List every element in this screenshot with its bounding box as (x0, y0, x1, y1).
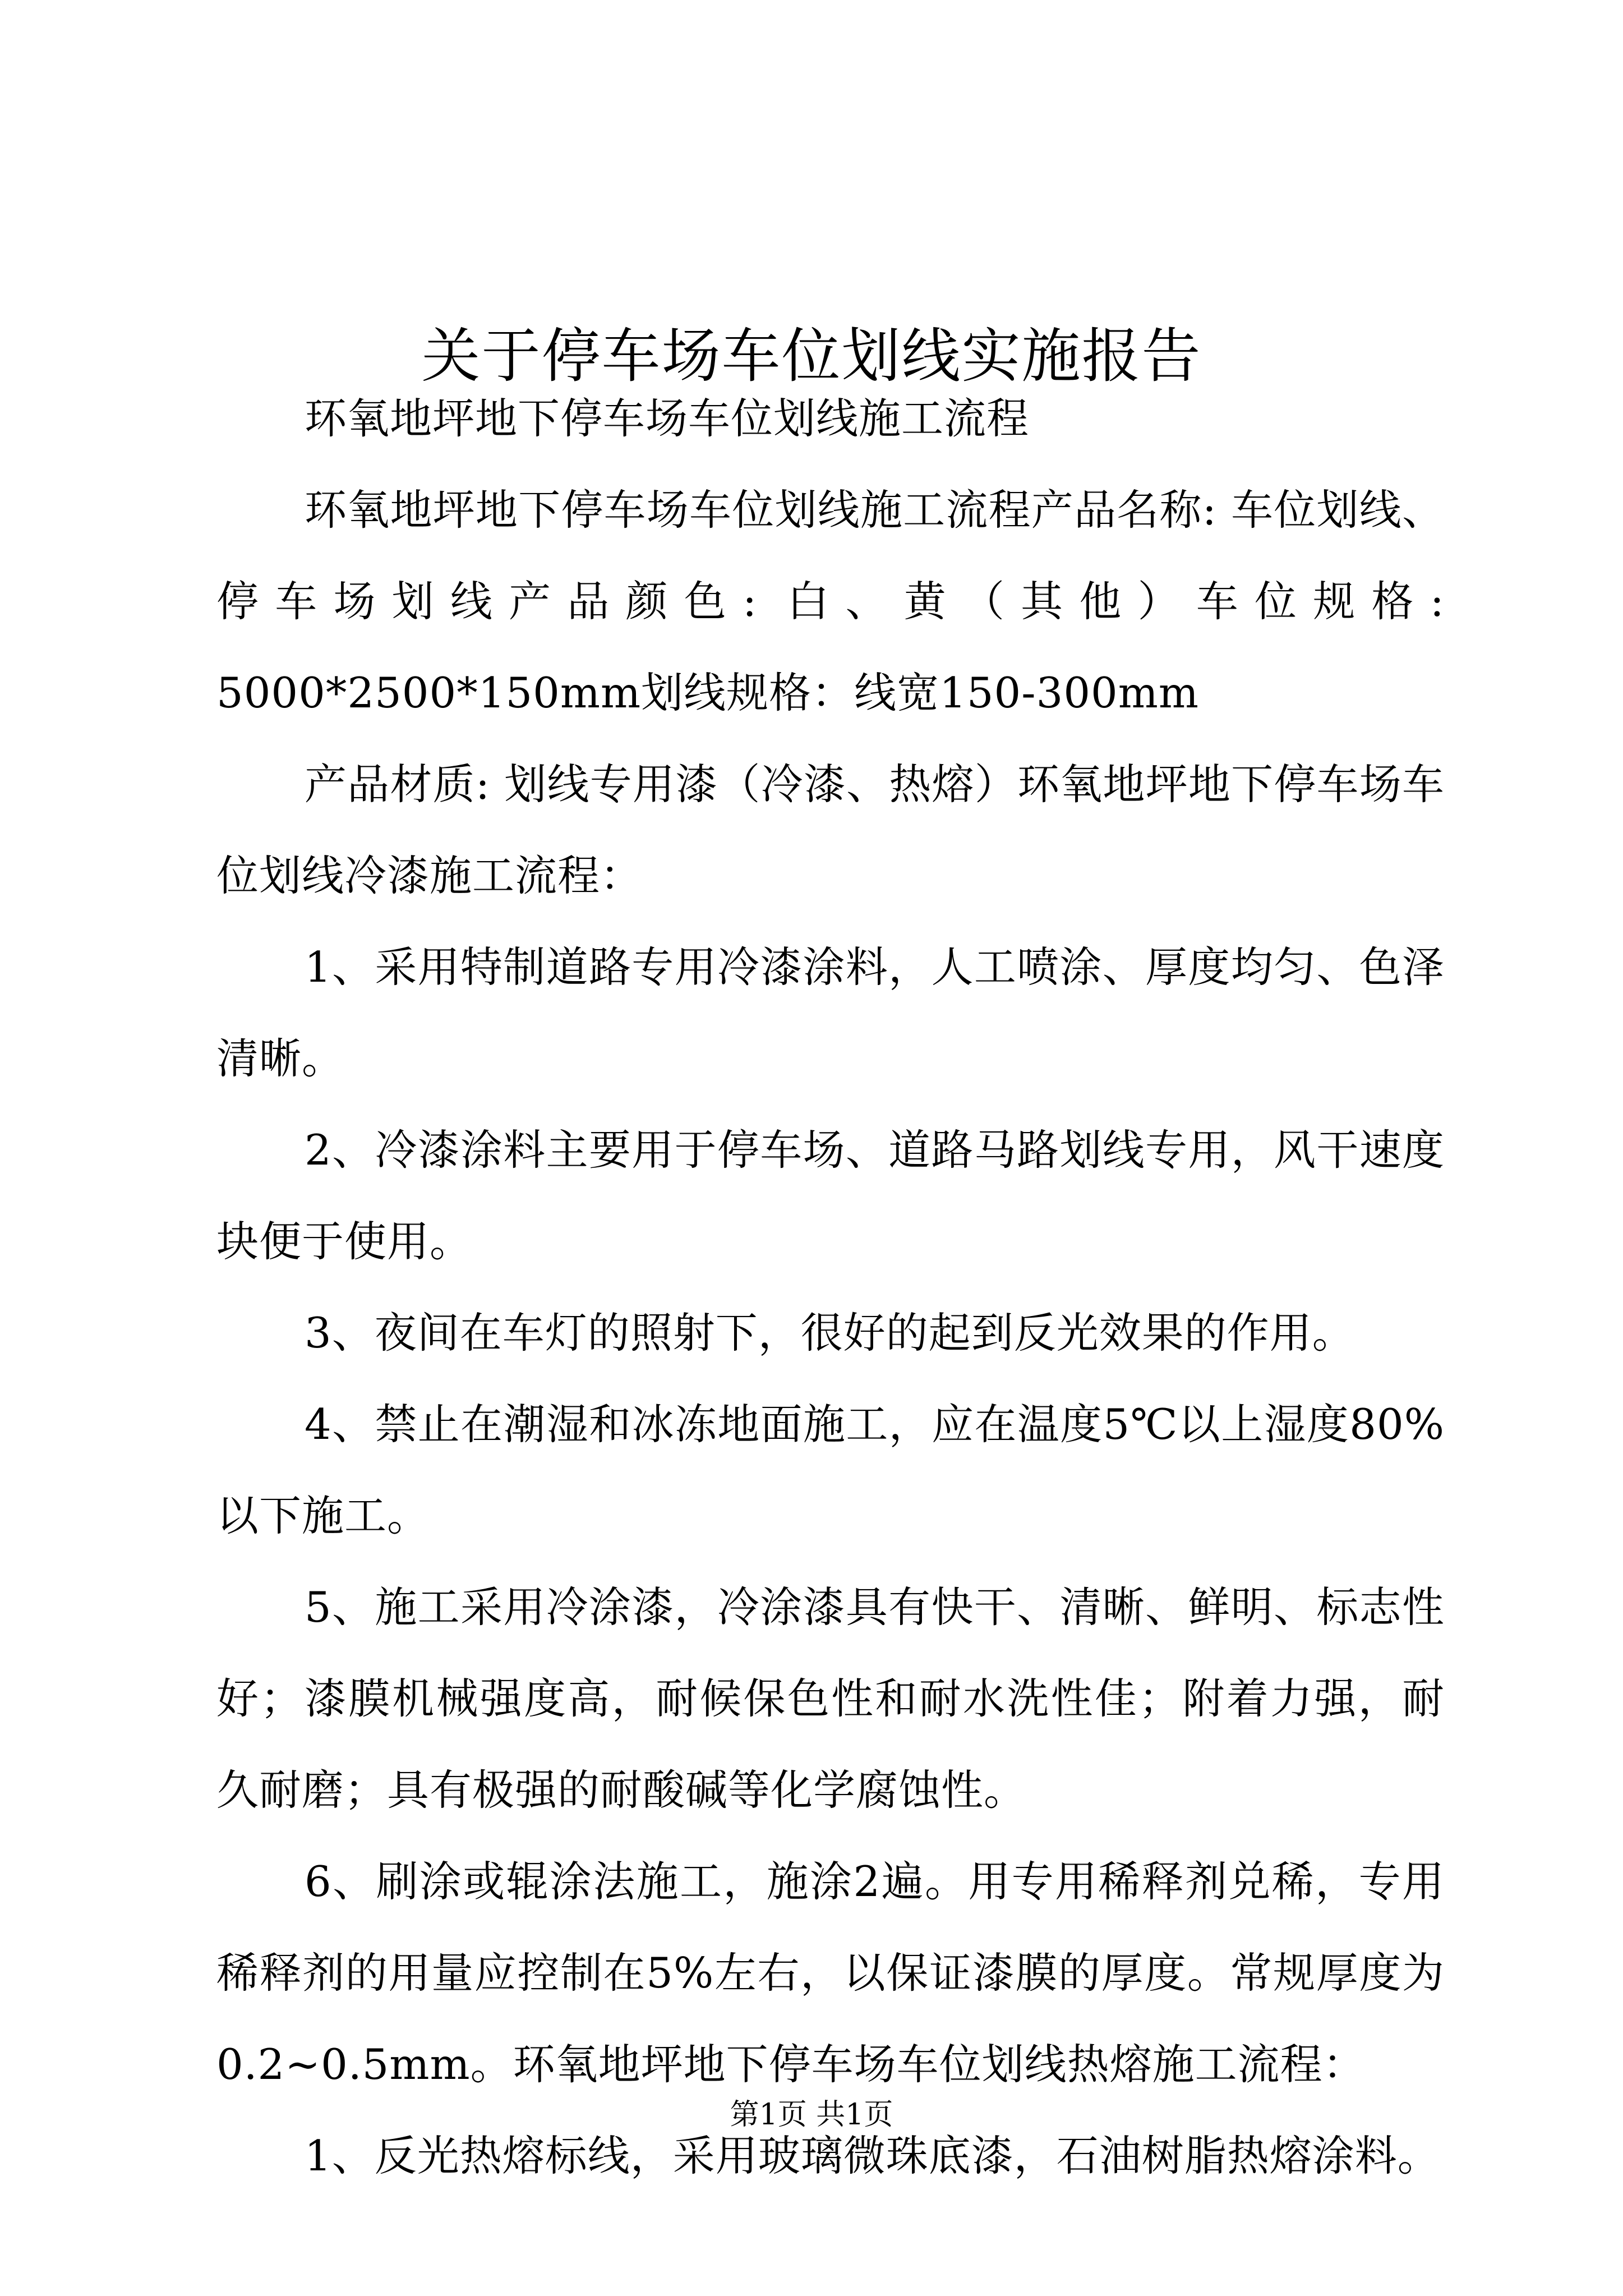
paragraph-cold-step-4: 4、禁止在潮湿和冰冻地面施工，应在温度5℃以上湿度80%以下施工。 (216, 1400, 1445, 1540)
paragraph-hot-melt-step-1: 1、反光热熔标线，采用玻璃微珠底漆，石油树脂热熔涂料。 (305, 2131, 1440, 2180)
paragraph-product-material: 产品材质: 划线专用漆（冷漆、热熔）环氧地坪地下停车场车位划线冷漆施工流程： (216, 760, 1445, 900)
paragraph-cold-step-5: 5、施工采用冷涂漆，冷涂漆具有快干、清晰、鲜明、标志性好；漆膜机械强度高，耐候保色性和耐水洗性佳；附着力强，耐久耐磨；具有极强的耐酸碱等化学腐蚀性。 (216, 1582, 1445, 1815)
paragraph-process-heading: 环氧地坪地下停车场车位划线施工流程 (305, 394, 1030, 443)
paragraph-product-specs: 环氧地坪地下停车场车位划线施工流程产品名称: 车位划线、停车场划线产品颜色: 白、黄（其他）车位规格: 5000*2500*150mm划线规格：线宽150-300mm (216, 485, 1445, 717)
paragraph-cold-step-2: 2、冷漆涂料主要用于停车场、道路马路划线专用，风干速度块便于使用。 (216, 1125, 1445, 1266)
document-body (216, 373, 1445, 2202)
paragraph-cold-step-1: 1、采用特制道路专用冷漆涂料，人工喷涂、厚度均匀、色泽清晰。 (216, 942, 1445, 1083)
paragraph-cold-step-6: 6、刷涂或辊涂法施工，施涂2遍。用专用稀释剂兑稀，专用稀释剂的用量应控制在5%左右，以保证漆膜的厚度。常规厚度为0.2~0.5mm。环氧地坪地下停车场车位划线热熔施工流程： (216, 1857, 1445, 2089)
paragraph-cold-step-3: 3、夜间在车灯的照射下，很好的起到反光效果的作用。 (305, 1308, 1355, 1358)
page-footer: 第1页 共1页 (730, 2098, 893, 2132)
document-title: 关于停车场车位划线实施报告 (421, 322, 1202, 391)
